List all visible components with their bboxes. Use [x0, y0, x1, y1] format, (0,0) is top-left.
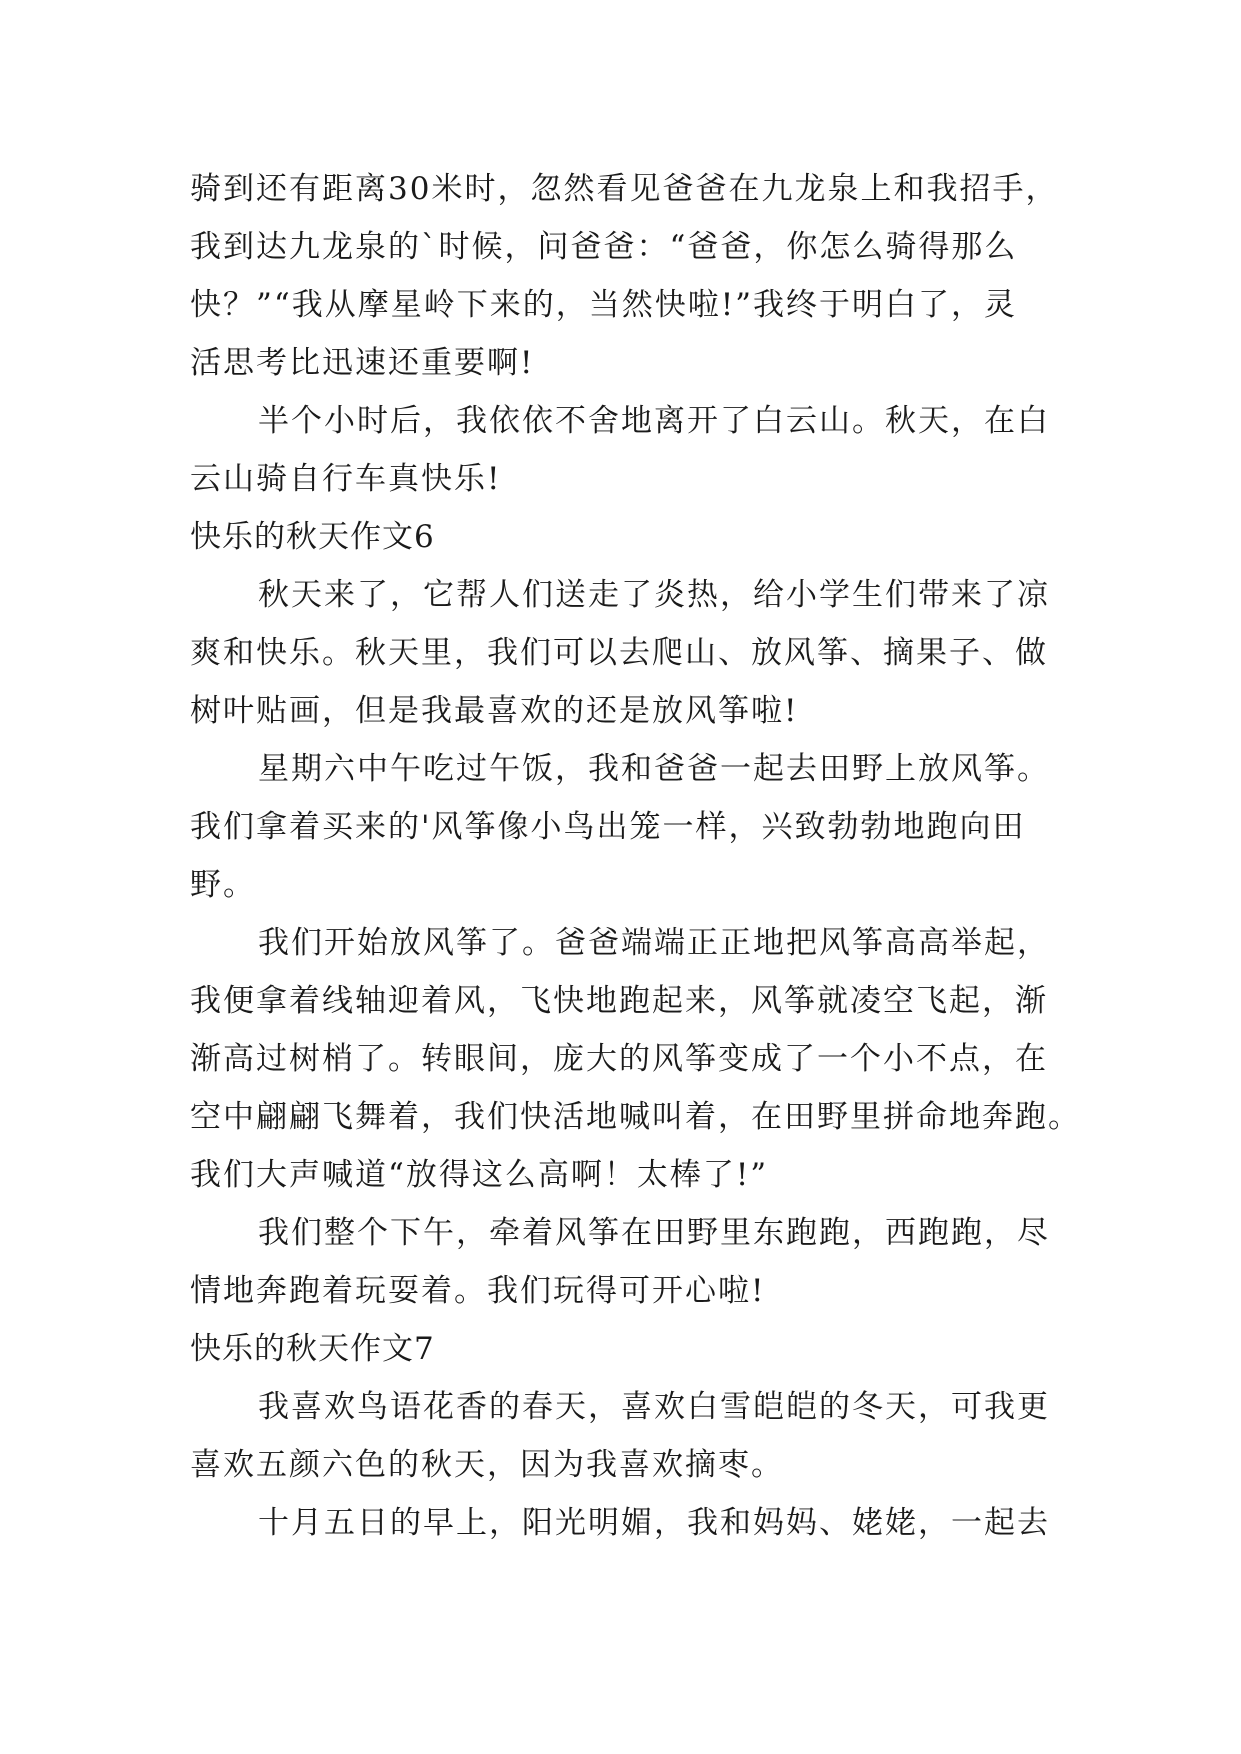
paragraph-start-line: 半个小时后，我依依不舍地离开了白云山。秋天，在白 — [258, 403, 1050, 439]
paragraph-start-line: 我喜欢鸟语花香的春天，喜欢白雪皑皑的冬天，可我更 — [258, 1389, 1050, 1425]
text-line: 我们大声喊道“放得这么高啊！太棒了!” — [190, 1157, 769, 1193]
text-line: 云山骑自行车真快乐! — [190, 461, 502, 497]
text-line: 树叶贴画，但是我最喜欢的还是放风筝啦! — [190, 693, 799, 729]
paragraph-start-line: 我们开始放风筝了。爸爸端端正正地把风筝高高举起， — [258, 925, 1050, 961]
text-line: 我到达九龙泉的`时候，问爸爸：“爸爸，你怎么骑得那么 — [190, 229, 1018, 265]
paragraph-start-line: 星期六中午吃过午饭，我和爸爸一起去田野上放风筝。 — [258, 751, 1050, 787]
text-line: 快？”“我从摩星岭下来的，当然快啦!”我终于明白了，灵 — [190, 287, 1017, 323]
paragraph-start-line: 秋天来了，它帮人们送走了炎热，给小学生们带来了凉 — [258, 577, 1050, 613]
section-heading: 快乐的秋天作文7 — [190, 1331, 435, 1367]
text-line: 情地奔跑着玩耍着。我们玩得可开心啦! — [190, 1273, 766, 1309]
paragraph-start-line: 我们整个下午，牵着风筝在田野里东跑跑，西跑跑，尽 — [258, 1215, 1050, 1251]
text-line: 骑到还有距离30米时，忽然看见爸爸在九龙泉上和我招手， — [190, 171, 1059, 207]
text-line: 野。 — [190, 867, 256, 903]
text-line: 喜欢五颜六色的秋天，因为我喜欢摘枣。 — [190, 1447, 784, 1483]
paragraph-start-line: 十月五日的早上，阳光明媚，我和妈妈、姥姥，一起去 — [258, 1505, 1050, 1541]
text-line: 活思考比迅速还重要啊! — [190, 345, 535, 381]
article-body — [190, 160, 1081, 1552]
text-line: 爽和快乐。秋天里，我们可以去爬山、放风筝、摘果子、做 — [190, 635, 1048, 671]
text-line: 我们拿着买来的'风筝像小鸟出笼一样，兴致勃勃地跑向田 — [190, 809, 1026, 845]
text-line: 我便拿着线轴迎着风，飞快地跑起来，风筝就凌空飞起，渐 — [190, 983, 1048, 1019]
text-line: 空中翩翩飞舞着，我们快活地喊叫着，在田野里拼命地奔跑。 — [190, 1099, 1081, 1135]
text-line: 渐高过树梢了。转眼间，庞大的风筝变成了一个小不点，在 — [190, 1041, 1048, 1077]
section-heading: 快乐的秋天作文6 — [190, 519, 435, 555]
